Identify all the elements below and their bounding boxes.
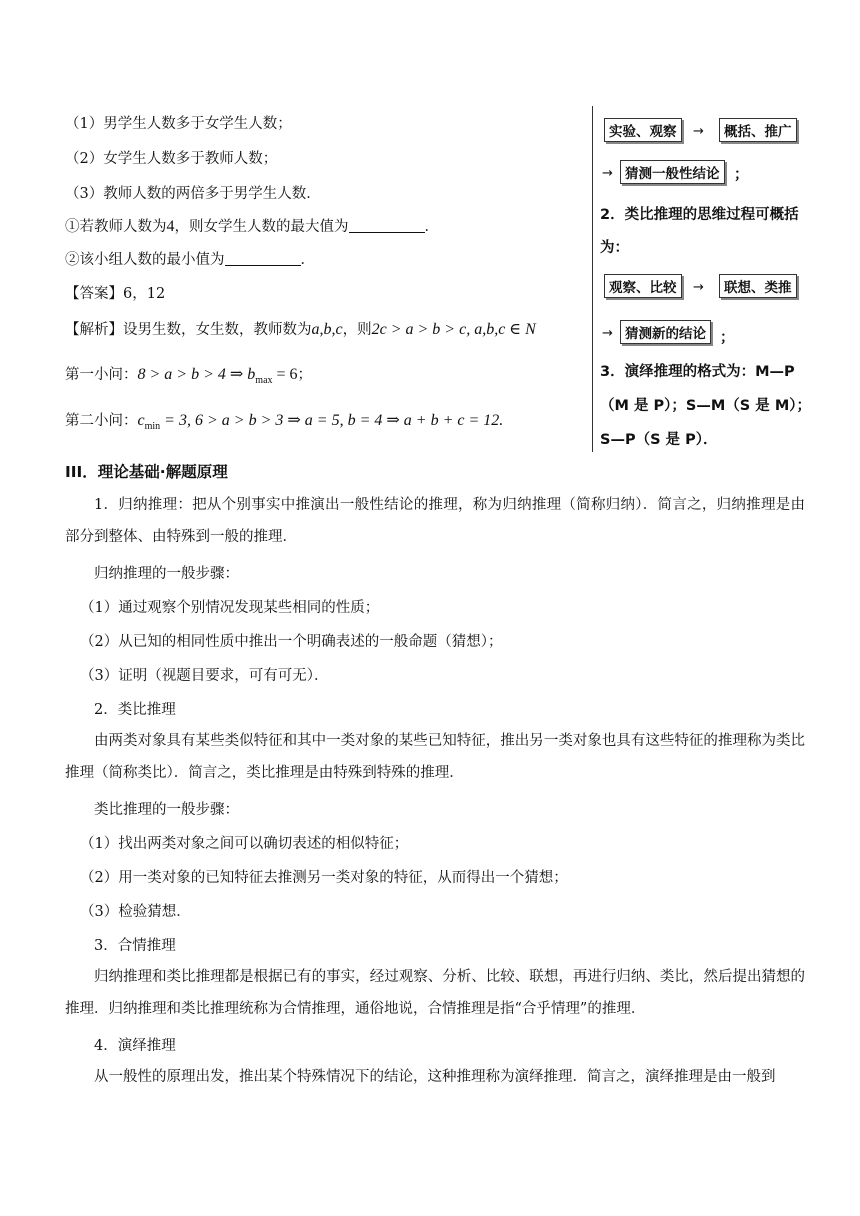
flow-box-experiment: 实验、观察 xyxy=(604,118,682,142)
item-2-line-1: 2．类比推理的思维过程可概括 xyxy=(600,207,799,223)
question-2-text: ②该小组人数的最小值为 xyxy=(65,252,225,268)
arrow-right-icon: → xyxy=(693,124,704,139)
section-heading: III．理论基础·解题原理 xyxy=(65,463,228,481)
answer-label: 【答案】 xyxy=(65,286,123,302)
flow-box-new-conclusion: 猜测新的结论 xyxy=(620,320,711,344)
induction-step-1: （1）通过观察个别情况发现某些相同的性质； xyxy=(80,600,380,616)
condition-2: （2）女学生人数多于教师人数； xyxy=(65,151,278,167)
question-1 xyxy=(65,215,439,236)
step-1-math: 8 > a > b > 4 ⇒ $b_{max} = 6$ xyxy=(137,366,298,386)
plausible-heading: 3．合情推理 xyxy=(94,938,176,954)
analysis-then: ，则 xyxy=(342,322,372,338)
analogy-step-1: （1）找出两类对象之间可以确切表述的相似特征； xyxy=(80,836,409,852)
question-1-text: ①若教师人数为 xyxy=(65,219,167,235)
flow-box-conjecture: 猜测一般性结论 xyxy=(620,160,725,184)
step-2-label: 第二小问： xyxy=(65,413,138,429)
analysis-label: 【解析】 xyxy=(65,322,123,338)
answer-line xyxy=(65,282,165,303)
arrow-right-icon: → xyxy=(602,166,613,181)
induction-steps-title: 归纳推理的一般步骤： xyxy=(94,566,239,582)
arrow-right-icon: → xyxy=(693,280,704,295)
step-1-label: 第一小问： xyxy=(65,367,138,383)
condition-3: （3）教师人数的两倍多于男学生人数． xyxy=(65,186,321,202)
question-1-number: 4 xyxy=(166,218,175,235)
item-3-line-1: 3．演绎推理的格式为：M—P xyxy=(600,364,795,380)
answer-blank-1 xyxy=(349,218,425,233)
deduction-heading: 4．演绎推理 xyxy=(94,1038,176,1054)
question-2 xyxy=(65,248,315,269)
step-2-math: $c_{min} = 3$, 6 > a > b > 3 ⇒ a = 5, b = 4 ⇒ a + b + c = 12. xyxy=(137,412,504,432)
analysis-vars: a,b,c xyxy=(311,321,343,338)
question-2-end: ． xyxy=(300,252,315,268)
answer-value: 6，12 xyxy=(123,286,166,302)
item-3-line-2: （M 是 P）；S—M（S 是 M）； xyxy=(600,398,811,414)
analysis-inequality: 2c > a > b > c, a,b,c ∈ N xyxy=(371,321,536,338)
answer-blank-2 xyxy=(225,251,301,266)
flow-box-observe: 观察、比较 xyxy=(604,274,682,298)
semicolon: ； xyxy=(734,167,749,183)
arrow-right-icon: → xyxy=(602,326,613,341)
paragraph-analogy: 由两类对象具有某些类似特征和其中一类对象的某些已知特征，推出另一类对象也具有这些特征的推理称为类比推理（简称类比）．简言之，类比推理是由特殊到特殊的推理． xyxy=(65,733,805,781)
paragraph-plausible: 归纳推理和类比推理都是根据已有的事实，经过观察、分析、比较、联想，再进行归纳、类比，然后提出猜想的推理．归纳推理和类比推理统称为合情推理，通俗地说，合情推理是指“合乎情理”的推理． xyxy=(65,969,805,1017)
paragraph-deduction: 从一般性的原理出发，推出某个特殊情况下的结论，这种推理称为演绎推理．简言之，演绎推理是由一般到 xyxy=(94,1069,776,1085)
condition-1: （1）男学生人数多于女学生人数； xyxy=(65,116,292,132)
analysis-text: 设男生数，女生数，教师数为 xyxy=(123,322,312,338)
item-3-line-3: S—P（S 是 P）． xyxy=(600,432,718,448)
question-1-end: ． xyxy=(424,219,439,235)
analogy-step-3: （3）检验猜想． xyxy=(80,904,191,920)
item-2-line-2: 为： xyxy=(600,240,629,256)
induction-step-3: （3）证明（视题目要求，可有可无）． xyxy=(80,668,329,684)
flow-box-generalize: 概括、推广 xyxy=(719,118,797,142)
analysis-line xyxy=(65,318,536,339)
induction-step-2: （2）从已知的相同性质中推出一个明确表述的一般命题（猜想）； xyxy=(80,634,503,650)
analogy-steps-title: 类比推理的一般步骤： xyxy=(94,802,239,818)
question-1-text-after: ，则女学生人数的最大值为 xyxy=(174,219,349,235)
step-2 xyxy=(65,409,503,432)
analogy-step-2: （2）用一类对象的已知特征去推测另一类对象的特征，从而得出一个猜想； xyxy=(80,870,568,886)
paragraph-induction: 1．归纳推理：把从个别事实中推演出一般性结论的推理，称为归纳推理（简称归纳）．简言之，归纳推理是由部分到整体、由特殊到一般的推理． xyxy=(65,497,805,545)
step-1-end: ； xyxy=(297,367,313,383)
flow-box-associate: 联想、类推 xyxy=(719,274,797,298)
analogy-heading: 2．类比推理 xyxy=(94,702,176,718)
step-1 xyxy=(65,363,312,386)
semicolon: ； xyxy=(720,330,735,346)
